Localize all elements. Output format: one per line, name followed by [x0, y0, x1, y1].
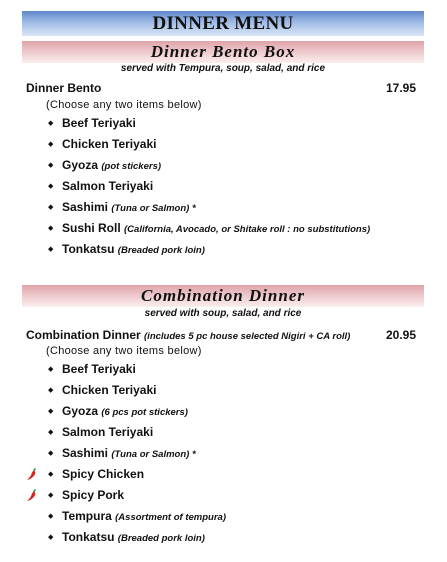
bento-item	[48, 158, 161, 172]
item-name: Sashimi	[62, 200, 109, 214]
diamond-bullet-icon: ◆	[48, 183, 54, 190]
diamond-bullet-icon: ◆	[48, 246, 54, 253]
bento-item	[48, 221, 370, 235]
item-name: Sashimi	[62, 446, 109, 460]
combo-item	[48, 425, 153, 439]
item-name: Tonkatsu	[62, 530, 115, 544]
item-name: Beef Teriyaki	[62, 362, 136, 376]
bento-subtitle: served with Tempura, soup, salad, and rice	[120, 63, 326, 74]
combo-heading-bar	[22, 285, 424, 307]
combo-heading: Combination Dinner	[141, 286, 305, 305]
bento-heading: Dinner Bento Box	[150, 42, 296, 61]
diamond-bullet-icon: ◆	[48, 366, 54, 373]
diamond-bullet-icon: ◆	[48, 120, 54, 127]
menu-title: DINNER MENU	[152, 13, 294, 34]
item-name: Gyoza	[62, 158, 99, 172]
bento-item	[48, 242, 205, 256]
diamond-bullet-icon: ◆	[48, 387, 54, 394]
item-name: Tempura	[62, 509, 112, 523]
item-name: Chicken Teriyaki	[62, 137, 157, 151]
combo-main-row	[26, 328, 418, 342]
menu-title-bar	[22, 11, 424, 36]
combo-item	[48, 509, 226, 523]
combo-item	[48, 488, 124, 502]
bento-name: Dinner Bento	[26, 81, 102, 95]
item-name: Salmon Teriyaki	[62, 179, 154, 193]
bento-item	[48, 137, 157, 151]
item-note: (Breaded pork loin)	[117, 245, 205, 256]
combo-choose-note: (Choose any two items below)	[46, 345, 202, 357]
item-note: (Tuna or Salmon) *	[111, 449, 196, 460]
bento-price: 17.95	[385, 81, 416, 95]
item-note: (Assortment of tempura)	[115, 512, 226, 523]
combo-item	[48, 467, 144, 481]
diamond-bullet-icon: ◆	[48, 141, 54, 148]
combo-item	[48, 383, 157, 397]
diamond-bullet-icon: ◆	[48, 225, 54, 232]
combo-item	[48, 530, 205, 544]
combo-name: Combination Dinner	[26, 328, 141, 342]
bento-item	[48, 179, 153, 193]
bento-main-row	[26, 81, 418, 95]
item-name: Gyoza	[62, 404, 99, 418]
diamond-bullet-icon: ◆	[48, 429, 54, 436]
bento-item	[48, 200, 196, 214]
diamond-bullet-icon: ◆	[48, 450, 54, 457]
combo-price: 20.95	[385, 328, 416, 342]
combo-item	[48, 362, 136, 376]
item-name: Tonkatsu	[62, 242, 115, 256]
item-note: (California, Avocado, or Shitake roll : no substitutions)	[124, 224, 371, 235]
bento-heading-bar	[22, 41, 424, 63]
item-name: Salmon Teriyaki	[62, 425, 154, 439]
item-name: Beef Teriyaki	[62, 116, 136, 130]
diamond-bullet-icon: ◆	[48, 408, 54, 415]
diamond-bullet-icon: ◆	[48, 471, 54, 478]
chili-pepper-icon	[25, 467, 39, 481]
chili-pepper-icon	[25, 488, 39, 502]
item-note: (pot stickers)	[101, 161, 162, 172]
combo-item	[48, 404, 188, 418]
item-note: (Tuna or Salmon) *	[111, 203, 196, 214]
bento-choose-note: (Choose any two items below)	[46, 99, 202, 111]
item-name: Spicy Chicken	[62, 467, 145, 481]
diamond-bullet-icon: ◆	[48, 492, 54, 499]
bento-item	[48, 116, 136, 130]
diamond-bullet-icon: ◆	[48, 534, 54, 541]
combo-subtitle: served with soup, salad, and rice	[144, 308, 302, 319]
item-note: (Breaded pork loin)	[117, 533, 205, 544]
diamond-bullet-icon: ◆	[48, 204, 54, 211]
item-note: (6 pcs pot stickers)	[101, 407, 188, 418]
item-name: Chicken Teriyaki	[62, 383, 157, 397]
diamond-bullet-icon: ◆	[48, 162, 54, 169]
combo-name-note: (includes 5 pc house selected Nigiri + CA roll)	[144, 331, 351, 342]
combo-item	[48, 446, 196, 460]
item-name: Sushi Roll	[62, 221, 121, 235]
item-name: Spicy Pork	[62, 488, 125, 502]
diamond-bullet-icon: ◆	[48, 513, 54, 520]
